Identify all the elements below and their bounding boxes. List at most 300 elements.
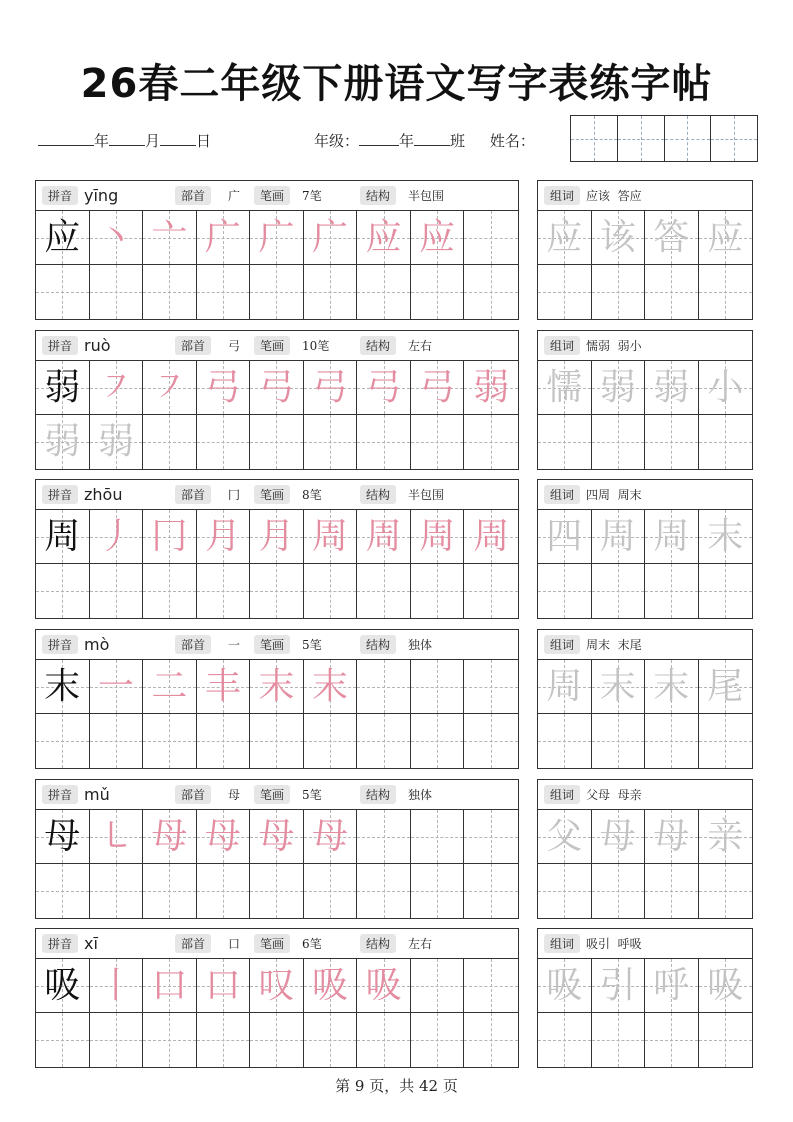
stroke-order-step: 口	[204, 964, 241, 1006]
grid-cell[interactable]	[645, 864, 699, 918]
word-trace-character: 该	[599, 216, 636, 258]
words-tag: 组词	[544, 336, 580, 355]
word-trace-character: 父	[546, 815, 583, 857]
radical-tag: 部首	[175, 186, 211, 205]
char-practice-block	[35, 779, 519, 919]
grid-cell[interactable]	[592, 564, 646, 618]
grid-cell[interactable]	[699, 810, 753, 864]
grid-cell[interactable]	[699, 660, 753, 714]
words-value: 吸引 呼吸	[586, 937, 642, 951]
word-practice-block	[537, 479, 753, 619]
char-info-header	[36, 780, 518, 810]
grid-cell[interactable]	[645, 959, 699, 1013]
grade-year-label: 年	[399, 132, 415, 150]
grid-cell[interactable]	[304, 1013, 358, 1067]
grid-cell[interactable]	[464, 660, 518, 714]
word-trace-character: 亲	[707, 815, 744, 857]
stroke-order-step: ㇇	[151, 366, 188, 408]
grid-cell[interactable]	[250, 415, 304, 469]
char-info-header	[36, 480, 518, 510]
word-practice-block	[537, 928, 753, 1068]
grid-cell[interactable]	[699, 714, 753, 768]
grid-cell[interactable]	[197, 510, 251, 564]
grid-cell[interactable]	[250, 810, 304, 864]
grid-cell[interactable]	[250, 265, 304, 319]
words-header	[538, 929, 752, 959]
grid-cell[interactable]	[699, 265, 753, 319]
word-trace-character: 母	[653, 815, 690, 857]
stroke-order-step: 丶	[97, 216, 134, 258]
radical-tag: 部首	[175, 785, 211, 804]
pinyin-value: yīng	[84, 186, 119, 205]
grid-cell[interactable]	[304, 959, 358, 1013]
strokes-value: 7笔	[302, 189, 322, 203]
pinyin-value: xī	[84, 934, 98, 953]
grid-cell[interactable]	[36, 959, 90, 1013]
grid-cell[interactable]	[36, 810, 90, 864]
word-trace-character: 四	[546, 515, 583, 557]
grid-cell[interactable]	[464, 361, 518, 415]
grid-cell[interactable]	[592, 211, 646, 265]
grid-cell[interactable]	[143, 660, 197, 714]
grid-cell[interactable]	[592, 660, 646, 714]
strokes-value: 8笔	[302, 488, 322, 502]
stroke-order-step: 周	[365, 515, 402, 557]
grid-cell[interactable]	[464, 1013, 518, 1067]
grid-cell[interactable]	[90, 714, 144, 768]
structure-value: 半包围	[408, 189, 445, 203]
radical-value: 母	[228, 788, 241, 802]
grid-cell[interactable]	[411, 959, 465, 1013]
grid-cell[interactable]	[143, 810, 197, 864]
tian-grid	[36, 810, 518, 918]
structure-tag: 结构	[360, 635, 396, 654]
grid-cell[interactable]	[592, 415, 646, 469]
stroke-order-step: 周	[419, 515, 456, 557]
grid-cell[interactable]	[357, 211, 411, 265]
structure-tag: 结构	[360, 186, 396, 205]
grid-cell[interactable]	[250, 714, 304, 768]
grid-cell[interactable]	[411, 415, 465, 469]
grid-cell[interactable]	[538, 510, 592, 564]
grid-cell[interactable]	[464, 265, 518, 319]
char-info-header	[36, 181, 518, 211]
grid-cell[interactable]	[36, 510, 90, 564]
grid-cell[interactable]	[411, 810, 465, 864]
word-trace-character: 呼	[653, 964, 690, 1006]
grid-cell[interactable]	[36, 211, 90, 265]
stroke-order-step: 口	[151, 964, 188, 1006]
grid-cell[interactable]	[250, 864, 304, 918]
grid-cell[interactable]	[645, 211, 699, 265]
stroke-order-step: 广	[204, 216, 241, 258]
grid-cell[interactable]	[143, 361, 197, 415]
char-practice-block	[35, 629, 519, 769]
grid-cell[interactable]	[357, 810, 411, 864]
grid-cell[interactable]	[592, 510, 646, 564]
grid-cell[interactable]	[197, 211, 251, 265]
grid-cell[interactable]	[411, 510, 465, 564]
stroke-order-step: 弓	[365, 366, 402, 408]
grid-cell[interactable]	[304, 361, 358, 415]
char-info-header	[36, 331, 518, 361]
stroke-order-step: ㇇	[97, 366, 134, 408]
grid-cell[interactable]	[592, 714, 646, 768]
grid-cell[interactable]	[538, 714, 592, 768]
grid-cell[interactable]	[90, 564, 144, 618]
words-value: 父母 母亲	[586, 788, 642, 802]
words-tag: 组词	[544, 485, 580, 504]
stroke-order-step: 冂	[151, 515, 188, 557]
grid-cell[interactable]	[197, 864, 251, 918]
word-practice-block	[537, 180, 753, 320]
grid-cell[interactable]	[250, 1013, 304, 1067]
pinyin-tag: 拼音	[42, 635, 78, 654]
words-tag: 组词	[544, 635, 580, 654]
grid-cell[interactable]	[250, 211, 304, 265]
structure-value: 独体	[408, 788, 433, 802]
stroke-order-step: 末	[258, 665, 295, 707]
grid-cell[interactable]	[538, 564, 592, 618]
word-grid	[538, 510, 752, 618]
name-label: 姓名：	[489, 132, 535, 150]
grid-cell[interactable]	[645, 415, 699, 469]
stroke-order-step: 应	[365, 216, 402, 258]
grid-cell[interactable]	[538, 1013, 592, 1067]
grid-cell[interactable]	[645, 265, 699, 319]
grid-cell[interactable]	[36, 1013, 90, 1067]
grid-cell[interactable]	[304, 211, 358, 265]
grid-cell[interactable]	[197, 1013, 251, 1067]
grid-cell[interactable]	[411, 265, 465, 319]
pinyin-value: mǔ	[84, 785, 110, 804]
structure-tag: 结构	[360, 336, 396, 355]
strokes-value: 5笔	[302, 788, 322, 802]
grid-cell[interactable]	[36, 564, 90, 618]
grid-cell[interactable]	[143, 959, 197, 1013]
pinyin-value: ruò	[84, 336, 111, 355]
grid-cell[interactable]	[143, 714, 197, 768]
radical-tag: 部首	[175, 485, 211, 504]
strokes-value: 5笔	[302, 638, 322, 652]
grid-cell[interactable]	[197, 564, 251, 618]
structure-value: 左右	[408, 339, 433, 353]
model-character: 末	[44, 665, 81, 707]
model-character: 周	[44, 515, 81, 557]
trace-character: 弱	[97, 421, 134, 462]
grid-cell[interactable]	[538, 361, 592, 415]
grid-cell[interactable]	[143, 211, 197, 265]
page-title: 26春二年级下册语文写字表练字帖	[80, 61, 713, 107]
words-value: 四周 周末	[586, 488, 642, 502]
grid-cell[interactable]	[197, 714, 251, 768]
stroke-order-step: 月	[258, 515, 295, 557]
grid-cell[interactable]	[645, 510, 699, 564]
month-blank[interactable]	[109, 131, 145, 146]
grid-cell[interactable]	[90, 810, 144, 864]
grid-cell[interactable]	[464, 959, 518, 1013]
grid-cell[interactable]	[592, 265, 646, 319]
grid-cell[interactable]	[36, 660, 90, 714]
word-trace-character: 尾	[707, 665, 744, 707]
grid-cell[interactable]	[592, 361, 646, 415]
grid-cell[interactable]	[143, 1013, 197, 1067]
grid-cell[interactable]	[250, 959, 304, 1013]
grid-cell[interactable]	[645, 1013, 699, 1067]
strokes-tag: 笔画	[254, 635, 290, 654]
grid-cell[interactable]	[464, 510, 518, 564]
words-value: 懦弱 弱小	[586, 339, 642, 353]
grid-cell[interactable]	[645, 660, 699, 714]
word-trace-character: 引	[599, 964, 636, 1006]
grid-cell[interactable]	[645, 361, 699, 415]
stroke-order-step: 母	[258, 815, 295, 857]
grid-cell[interactable]	[464, 211, 518, 265]
model-character: 吸	[44, 964, 81, 1006]
grid-cell[interactable]	[304, 810, 358, 864]
grid-cell[interactable]	[699, 959, 753, 1013]
grid-cell[interactable]	[538, 415, 592, 469]
stroke-order-step: 亠	[151, 216, 188, 258]
radical-value: 弓	[228, 339, 241, 353]
grid-cell[interactable]	[90, 864, 144, 918]
char-practice-block	[35, 479, 519, 619]
grid-cell[interactable]	[699, 864, 753, 918]
strokes-value: 10笔	[302, 339, 330, 353]
grid-cell[interactable]	[357, 959, 411, 1013]
word-trace-character: 周	[599, 515, 636, 557]
grid-cell[interactable]	[143, 415, 197, 469]
word-grid	[538, 810, 752, 918]
name-cell[interactable]	[711, 116, 757, 161]
stroke-order-step: 月	[204, 515, 241, 557]
stroke-order-step: 弱	[473, 366, 510, 408]
grid-cell[interactable]	[538, 660, 592, 714]
grid-cell[interactable]	[538, 864, 592, 918]
year-blank[interactable]	[38, 131, 94, 146]
grid-cell[interactable]	[304, 265, 358, 319]
grid-cell[interactable]	[538, 265, 592, 319]
word-trace-character: 应	[707, 216, 744, 258]
word-grid	[538, 361, 752, 469]
class-label: 班	[450, 132, 466, 150]
trace-character: 弱	[44, 421, 81, 462]
grid-cell[interactable]	[592, 864, 646, 918]
grid-cell[interactable]	[592, 810, 646, 864]
word-practice-block	[537, 330, 753, 470]
word-practice-block	[537, 629, 753, 769]
grid-cell[interactable]	[143, 510, 197, 564]
grid-cell[interactable]	[90, 660, 144, 714]
grid-cell[interactable]	[304, 564, 358, 618]
radical-value: 一	[228, 638, 241, 652]
grid-cell[interactable]	[197, 959, 251, 1013]
model-character: 弱	[44, 366, 81, 408]
tian-grid	[36, 510, 518, 618]
grid-cell[interactable]	[36, 714, 90, 768]
grid-cell[interactable]	[464, 714, 518, 768]
grid-cell[interactable]	[464, 564, 518, 618]
grid-cell[interactable]	[592, 1013, 646, 1067]
grid-cell[interactable]	[411, 864, 465, 918]
day-blank[interactable]	[160, 131, 196, 146]
grid-cell[interactable]	[699, 211, 753, 265]
pinyin-value: zhōu	[84, 485, 123, 504]
grid-cell[interactable]	[250, 564, 304, 618]
name-cell[interactable]	[665, 116, 712, 161]
stroke-order-step: 母	[151, 815, 188, 857]
strokes-tag: 笔画	[254, 785, 290, 804]
grade-label: 年级：	[314, 132, 360, 150]
grid-cell[interactable]	[36, 265, 90, 319]
grid-cell[interactable]	[538, 211, 592, 265]
page-footer: 第 9 页，共 42 页	[335, 1077, 458, 1095]
char-info-header	[36, 929, 518, 959]
grid-cell[interactable]	[464, 864, 518, 918]
word-trace-character: 吸	[707, 964, 744, 1006]
words-header	[538, 630, 752, 660]
grid-cell[interactable]	[304, 714, 358, 768]
grid-cell[interactable]	[90, 415, 144, 469]
word-trace-character: 母	[599, 815, 636, 857]
name-cell[interactable]	[571, 116, 618, 161]
grid-cell[interactable]	[304, 510, 358, 564]
stroke-order-step: 母	[312, 815, 349, 857]
stroke-order-step: 周	[312, 515, 349, 557]
grid-cell[interactable]	[538, 959, 592, 1013]
grid-cell[interactable]	[357, 714, 411, 768]
grid-cell[interactable]	[197, 265, 251, 319]
grid-cell[interactable]	[699, 510, 753, 564]
grid-cell[interactable]	[357, 510, 411, 564]
word-grid	[538, 211, 752, 319]
grid-cell[interactable]	[699, 564, 753, 618]
radical-tag: 部首	[175, 336, 211, 355]
grid-cell[interactable]	[90, 959, 144, 1013]
stroke-order-step: 吸	[365, 964, 402, 1006]
char-practice-block	[35, 330, 519, 470]
grid-cell[interactable]	[357, 1013, 411, 1067]
structure-tag: 结构	[360, 485, 396, 504]
grid-cell[interactable]	[250, 510, 304, 564]
structure-tag: 结构	[360, 934, 396, 953]
name-box[interactable]	[570, 115, 758, 162]
grid-cell[interactable]	[699, 361, 753, 415]
grid-cell[interactable]	[645, 714, 699, 768]
grid-cell[interactable]	[90, 361, 144, 415]
grid-cell[interactable]	[143, 564, 197, 618]
grid-cell[interactable]	[90, 510, 144, 564]
grid-cell[interactable]	[36, 361, 90, 415]
grid-cell[interactable]	[411, 564, 465, 618]
word-grid	[538, 959, 752, 1067]
grade-blank[interactable]	[359, 131, 399, 146]
grid-cell[interactable]	[464, 415, 518, 469]
stroke-order-step: 末	[312, 665, 349, 707]
name-cell[interactable]	[618, 116, 665, 161]
grid-cell[interactable]	[645, 564, 699, 618]
word-trace-character: 懦	[546, 366, 583, 408]
word-trace-character: 周	[653, 515, 690, 557]
tian-grid	[36, 660, 518, 768]
grid-cell[interactable]	[411, 1013, 465, 1067]
word-trace-character: 弱	[599, 366, 636, 408]
grid-cell[interactable]	[36, 864, 90, 918]
grid-cell[interactable]	[197, 361, 251, 415]
strokes-tag: 笔画	[254, 485, 290, 504]
grid-cell[interactable]	[464, 810, 518, 864]
word-trace-character: 小	[707, 366, 744, 408]
year-label: 年	[94, 132, 110, 150]
class-blank[interactable]	[414, 131, 450, 146]
grid-cell[interactable]	[304, 415, 358, 469]
grid-cell[interactable]	[699, 1013, 753, 1067]
radical-value: 口	[228, 937, 241, 951]
grid-cell[interactable]	[411, 714, 465, 768]
grid-cell[interactable]	[357, 564, 411, 618]
grid-cell[interactable]	[357, 660, 411, 714]
stroke-order-step: 广	[258, 216, 295, 258]
stroke-order-step: 二	[151, 665, 188, 707]
grid-cell[interactable]	[411, 211, 465, 265]
grid-cell[interactable]	[699, 415, 753, 469]
words-tag: 组词	[544, 934, 580, 953]
pinyin-tag: 拼音	[42, 934, 78, 953]
grid-cell[interactable]	[357, 361, 411, 415]
grid-cell[interactable]	[143, 864, 197, 918]
word-grid	[538, 660, 752, 768]
stroke-order-step: 丰	[204, 665, 241, 707]
grid-cell[interactable]	[411, 361, 465, 415]
grid-cell[interactable]	[357, 415, 411, 469]
radical-tag: 部首	[175, 635, 211, 654]
stroke-order-step: 丿	[97, 515, 134, 557]
grid-cell[interactable]	[143, 265, 197, 319]
grid-cell[interactable]	[304, 864, 358, 918]
word-trace-character: 弱	[653, 366, 690, 408]
grid-cell[interactable]	[90, 1013, 144, 1067]
stroke-order-step: 弓	[312, 366, 349, 408]
grid-cell[interactable]	[90, 211, 144, 265]
grid-cell[interactable]	[411, 660, 465, 714]
structure-tag: 结构	[360, 785, 396, 804]
grade-line	[314, 130, 535, 151]
stroke-order-step: 母	[204, 815, 241, 857]
grid-cell[interactable]	[197, 810, 251, 864]
strokes-tag: 笔画	[254, 186, 290, 205]
grid-cell[interactable]	[250, 660, 304, 714]
strokes-tag: 笔画	[254, 336, 290, 355]
model-character: 应	[44, 216, 81, 258]
model-character: 母	[44, 815, 81, 857]
grid-cell[interactable]	[357, 864, 411, 918]
grid-cell[interactable]	[197, 660, 251, 714]
grid-cell[interactable]	[304, 660, 358, 714]
grid-cell[interactable]	[250, 361, 304, 415]
grid-cell[interactable]	[592, 959, 646, 1013]
stroke-order-step: 叹	[258, 964, 295, 1006]
grid-cell[interactable]	[36, 415, 90, 469]
grid-cell[interactable]	[197, 415, 251, 469]
stroke-order-step: 弓	[204, 366, 241, 408]
grid-cell[interactable]	[645, 810, 699, 864]
word-trace-character: 末	[707, 515, 744, 557]
words-tag: 组词	[544, 785, 580, 804]
grid-cell[interactable]	[90, 265, 144, 319]
word-practice-block	[537, 779, 753, 919]
grid-cell[interactable]	[538, 810, 592, 864]
grid-cell[interactable]	[357, 265, 411, 319]
